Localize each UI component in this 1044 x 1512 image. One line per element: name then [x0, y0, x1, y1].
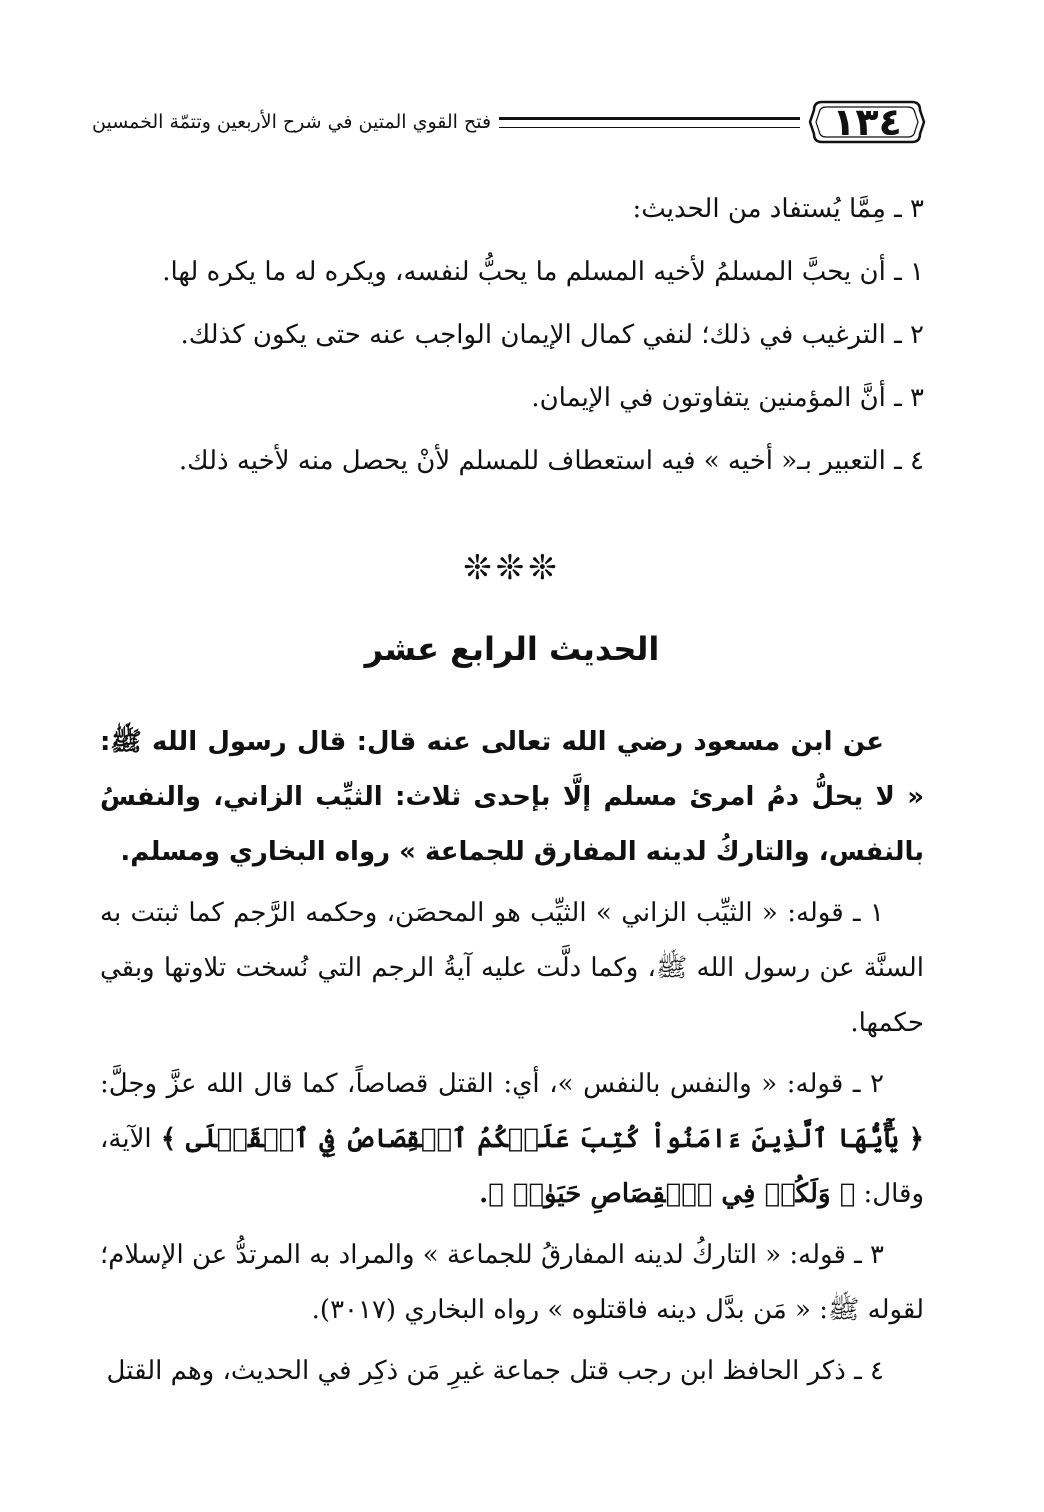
hadith-text: عن ابن مسعود رضي الله تعالى عنه قال: قال رسول الله ﷺ: « لا يحلُّ دمُ امرئ مسلم إلَّا بإحدى ثلاث: الثيِّب الزاني، والنفسُ بالنفس، والتاركُ لدينه المفارق للجماعة » رواه البخاري ومسلم. [100, 727, 924, 867]
benefits-list [100, 182, 924, 489]
page-number-frame [808, 97, 926, 147]
benefits-intro: ٣ ـ مِمَّا يُستفاد من الحديث: [632, 194, 924, 224]
commentary-text: ٢ ـ قوله: « والنفس بالنفس »، أي: القتل قصاصاً، كما قال الله عزَّ وجلَّ: [100, 1069, 884, 1099]
page-number: ١٣٤ [832, 100, 902, 144]
running-header [92, 92, 926, 152]
section-title: الحديث الرابع عشر [364, 630, 660, 668]
commentary-paragraph: ١ ـ قوله: « الثيِّب الزاني » الثيِّب هو المحصَن، وحكمه الرَّجم كما ثبتت به السنَّة عن رسول الله ﷺ، وكما دلَّت عليه آيةُ الرجم التي نُسخت تلاوتها وبقي حكمها. [100, 898, 924, 1038]
commentary-paragraph: ٤ ـ ذكر الحافظ ابن رجب قتل جماعة غيرِ مَن ذكِر في الحديث، وهم القتل [106, 1356, 884, 1386]
commentary-paragraph [100, 1057, 924, 1222]
quran-verse: ﴿ يَٰٓأَيُّهَا ٱلَّذِينَ ءَامَنُواْ كُتِبَ عَلَيۡكُمُ ٱلۡقِصَاصُ فِي ٱلۡقَتۡلَى ﴾ [160, 1124, 924, 1154]
hadith-section [100, 715, 924, 1399]
header-rule [499, 117, 800, 128]
page-body [100, 182, 924, 1405]
commentary-paragraph: ٣ ـ قوله: « التاركُ لدينه المفارقُ للجماعة » والمراد به المرتدُّ عن الإسلام؛ لقوله ﷺ: « مَن بدَّل دينه فاقتلوه » رواه البخاري (٣٠١٧). [100, 1240, 924, 1325]
list-item: ١ ـ أن يحبَّ المسلمُ لأخيه المسلم ما يحبُّ لنفسه، ويكره له ما يكره لها. [162, 257, 924, 287]
list-item: ٣ ـ أنَّ المؤمنين يتفاوتون في الإيمان. [531, 383, 924, 413]
list-item: ٢ ـ الترغيب في ذلك؛ لنفي كمال الإيمان الواجب عنه حتى يكون كذلك. [180, 320, 924, 350]
list-item: ٤ ـ التعبير بـ« أخيه » فيه استعطاف للمسلم لأنْ يحصل منه لأخيه ذلك. [178, 446, 924, 476]
book-title: فتح القوي المتين في شرح الأربعين وتتمّة الخمسين [92, 111, 492, 133]
section-separator: ❊❊❊ [463, 548, 561, 588]
commentary-text: الآية، وقال: [100, 1124, 924, 1209]
quran-verse: ﴿ وَلَكُمۡ فِي ٱلۡقِصَاصِ حَيَوٰةٞ ﴾. [479, 1179, 856, 1209]
